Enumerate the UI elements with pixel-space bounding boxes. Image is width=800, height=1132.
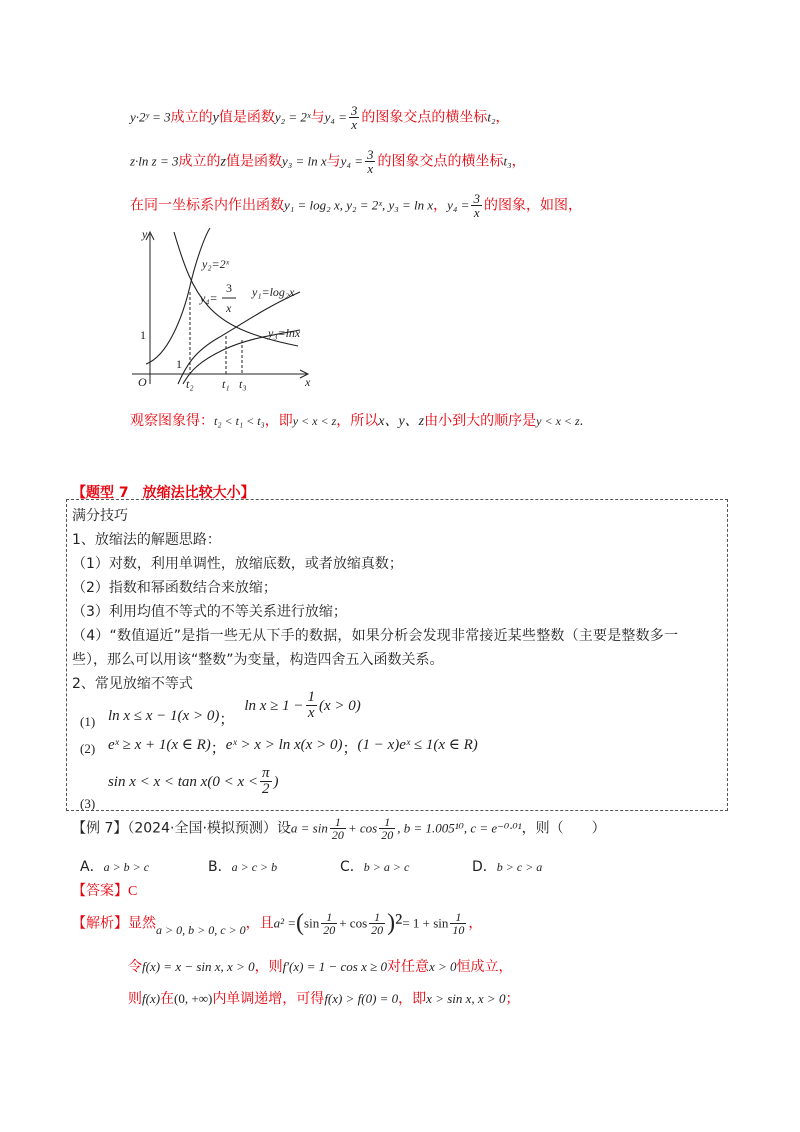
tips-title: 满分技巧: [72, 508, 128, 524]
punct: ，: [511, 153, 526, 170]
answer-label: 【答案】: [72, 883, 128, 899]
label-y1: y₁=log₂x: [252, 285, 295, 299]
label-y4-num: 3: [226, 281, 232, 295]
analysis-label: 【解析】: [72, 915, 128, 932]
expr: a² =: [273, 915, 297, 931]
text: 成立的: [178, 153, 221, 170]
inequality: t₂ < t₁ < t₃: [214, 414, 265, 428]
label-y4: y₄=: [200, 291, 218, 305]
text: 的图象交点的横坐标: [377, 153, 504, 170]
t2-label: t₂: [186, 377, 194, 391]
text: 值是函数: [218, 109, 275, 126]
punct: .: [579, 414, 584, 429]
function-def: f(x) = x − sin x, x > 0: [142, 959, 255, 974]
row-label: (3): [80, 796, 96, 811]
text: ，所以: [336, 413, 379, 429]
fraction: $\frac{1}{x}$: [307, 689, 316, 721]
row-label: (2): [80, 741, 96, 756]
condition: (x > 0): [319, 698, 361, 714]
function: y₃ = ln x: [281, 153, 327, 169]
question: ，则（ ）: [521, 820, 606, 837]
expr: a = sin: [290, 820, 328, 836]
analysis-line-2: 令f(x) = x − sin x, x > 0，则f′(x) = 1 − cos x ≥ 0对任意x > 0恒成立，: [128, 959, 513, 975]
example-line: [72, 816, 606, 841]
inequality-row-2: [80, 733, 478, 757]
text: 与: [326, 153, 341, 170]
option-b[interactable]: B．a > c > b: [208, 859, 278, 875]
analysis-line-1: 【解析】显然a > 0, b > 0, c > 0，且a² =(sin $\frac{1}{20}$ + cos $\frac{1}{20}$ )²= 1 + sin $\frac{1}{10}$ ，: [72, 910, 483, 937]
inequality: (1 − x)eˣ ≤ 1(x ∈ R): [357, 737, 478, 753]
fraction: $\frac{3}{x}$: [366, 147, 374, 176]
section-title: 【题型 7 放缩法比较大小】: [72, 485, 255, 501]
answer-value: C: [128, 884, 138, 899]
punct: ，: [495, 109, 510, 126]
function-lhs: y₄ =: [447, 197, 470, 213]
equation: y·2ʸ = 3: [130, 109, 171, 125]
function-lhs: y₄ =: [324, 109, 347, 125]
condition: x > 0: [429, 959, 457, 974]
row-label: (1): [80, 714, 96, 729]
equation: z·ln z = 3: [130, 153, 179, 169]
option-c[interactable]: C．b > a > c: [340, 859, 410, 875]
origin-label: O: [138, 375, 147, 389]
option-a[interactable]: A．a > b > c: [80, 859, 150, 875]
label-y3: y₃=lnx: [268, 326, 301, 340]
fraction: $\frac{1}{20}$: [331, 815, 344, 842]
function-lhs: y₄ =: [340, 153, 363, 169]
answer-line: [72, 880, 137, 900]
fraction: $\frac{\pi}{2}$: [262, 765, 270, 797]
derivative: f′(x) = 1 − cos x ≥ 0: [282, 959, 388, 974]
fraction: $\frac{1}{10}$: [452, 910, 465, 937]
statement-line-3: [130, 192, 582, 219]
tips-sub-4b: 些），那么可以用该“整数”为变量，构造四舍五入函数关系。: [72, 652, 444, 668]
label-y2: y₂=2ˣ: [202, 257, 229, 271]
example-label: 【例 7】: [72, 820, 128, 837]
tips-sub-2: （2）指数和幂函数结合来放缩；: [72, 580, 277, 596]
function: y₂ = 2ˣ: [274, 109, 311, 125]
label-y4-den: x: [226, 301, 232, 315]
text: 成立的: [170, 109, 213, 126]
variable: z: [220, 154, 226, 170]
tips-item-1: 1、放缩法的解题思路：: [72, 532, 221, 548]
t1-label: t₁: [222, 377, 230, 391]
function-graph: [128, 226, 328, 396]
text: 显然: [128, 915, 156, 932]
tips-item-2: 2、常见放缩不等式: [72, 676, 193, 692]
punct: ；: [210, 741, 226, 757]
inequality: ln x ≤ x − 1(x > 0): [107, 708, 220, 724]
fraction: $\frac{1}{20}$: [323, 910, 336, 937]
observation-line: [130, 410, 583, 430]
text: 观察图象得：: [130, 413, 214, 429]
text: 与: [310, 109, 325, 126]
punct: ；: [342, 741, 358, 757]
inequality: ln x ≥ 1 −: [244, 698, 304, 714]
punct: ；: [219, 712, 235, 728]
option-d[interactable]: D．b > c > a: [472, 859, 543, 875]
text: ，即: [264, 413, 293, 429]
expr: + cos: [347, 820, 378, 836]
t3-label: t₃: [239, 377, 247, 391]
inequality: y < x < z: [292, 414, 337, 428]
statement-line-1: [130, 104, 510, 131]
example-source: （2024·全国·模拟预测）设: [127, 820, 291, 837]
inequality-row-3: [80, 765, 279, 811]
interval: (0, +∞): [174, 991, 213, 1006]
inequality: sin x < x < tan x(0 < x <: [107, 774, 258, 790]
text: 值是函数: [225, 153, 282, 170]
tips-sub-3: （3）利用均值不等式的不等关系进行放缩；: [72, 604, 347, 620]
variable: y: [212, 110, 219, 126]
text: 由小到大的顺序是: [424, 413, 537, 429]
close-paren: ): [273, 774, 279, 790]
function-list: y₁ = log₂ x, y₂ = 2ˣ, y₃ = ln x: [284, 197, 434, 213]
fraction: $\frac{3}{x}$: [350, 103, 358, 132]
analysis-line-3: 则f(x)在(0, +∞)内单调递增，可得f(x) > f(0) = 0，即x > sin x, x > 0；: [128, 991, 520, 1007]
inequality: eˣ > x > ln x(x > 0): [225, 737, 343, 753]
inequality: y < x < z: [536, 414, 580, 428]
inequality-row-1: [80, 689, 361, 729]
text: ，且: [245, 915, 274, 932]
tips-sub-4a: （4）“数值逼近”是指一些无从下手的数据，如果分析会发现非常接近某些整数（主要是整数多一: [72, 628, 679, 644]
inequality: f(x) > f(0) = 0: [324, 991, 399, 1006]
inequality: x > sin x, x > 0: [426, 991, 506, 1006]
fraction: $\frac{1}{20}$: [381, 815, 394, 842]
variable: t₃: [503, 153, 512, 169]
tips-sub-1: （1）对数，利用单调性，放缩底数，或者放缩真数；: [72, 556, 403, 572]
condition: a > 0, b > 0, c > 0: [156, 922, 246, 937]
fraction: $\frac{1}{20}$: [371, 910, 384, 937]
x-one-label: 1: [176, 357, 182, 371]
text: 的图象，如图，: [483, 197, 582, 214]
x-axis-label: x: [305, 375, 311, 389]
function: f(x): [142, 991, 161, 1006]
inequality: eˣ ≥ x + 1(x ∈ R): [107, 737, 211, 753]
variable: t₂: [487, 109, 496, 125]
y-axis-label: y: [142, 227, 148, 241]
punct: ，: [433, 197, 448, 214]
expr: , b = 1.005¹⁰, c = e⁻⁰·⁰¹: [397, 820, 522, 836]
y-one-label: 1: [140, 328, 146, 342]
variables: x、y、z: [378, 414, 425, 429]
text: 的图象交点的横坐标: [361, 109, 488, 126]
text: 在同一坐标系内作出函数: [130, 197, 284, 214]
fraction: $\frac{3}{x}$: [473, 191, 480, 220]
statement-line-2: [130, 148, 526, 175]
